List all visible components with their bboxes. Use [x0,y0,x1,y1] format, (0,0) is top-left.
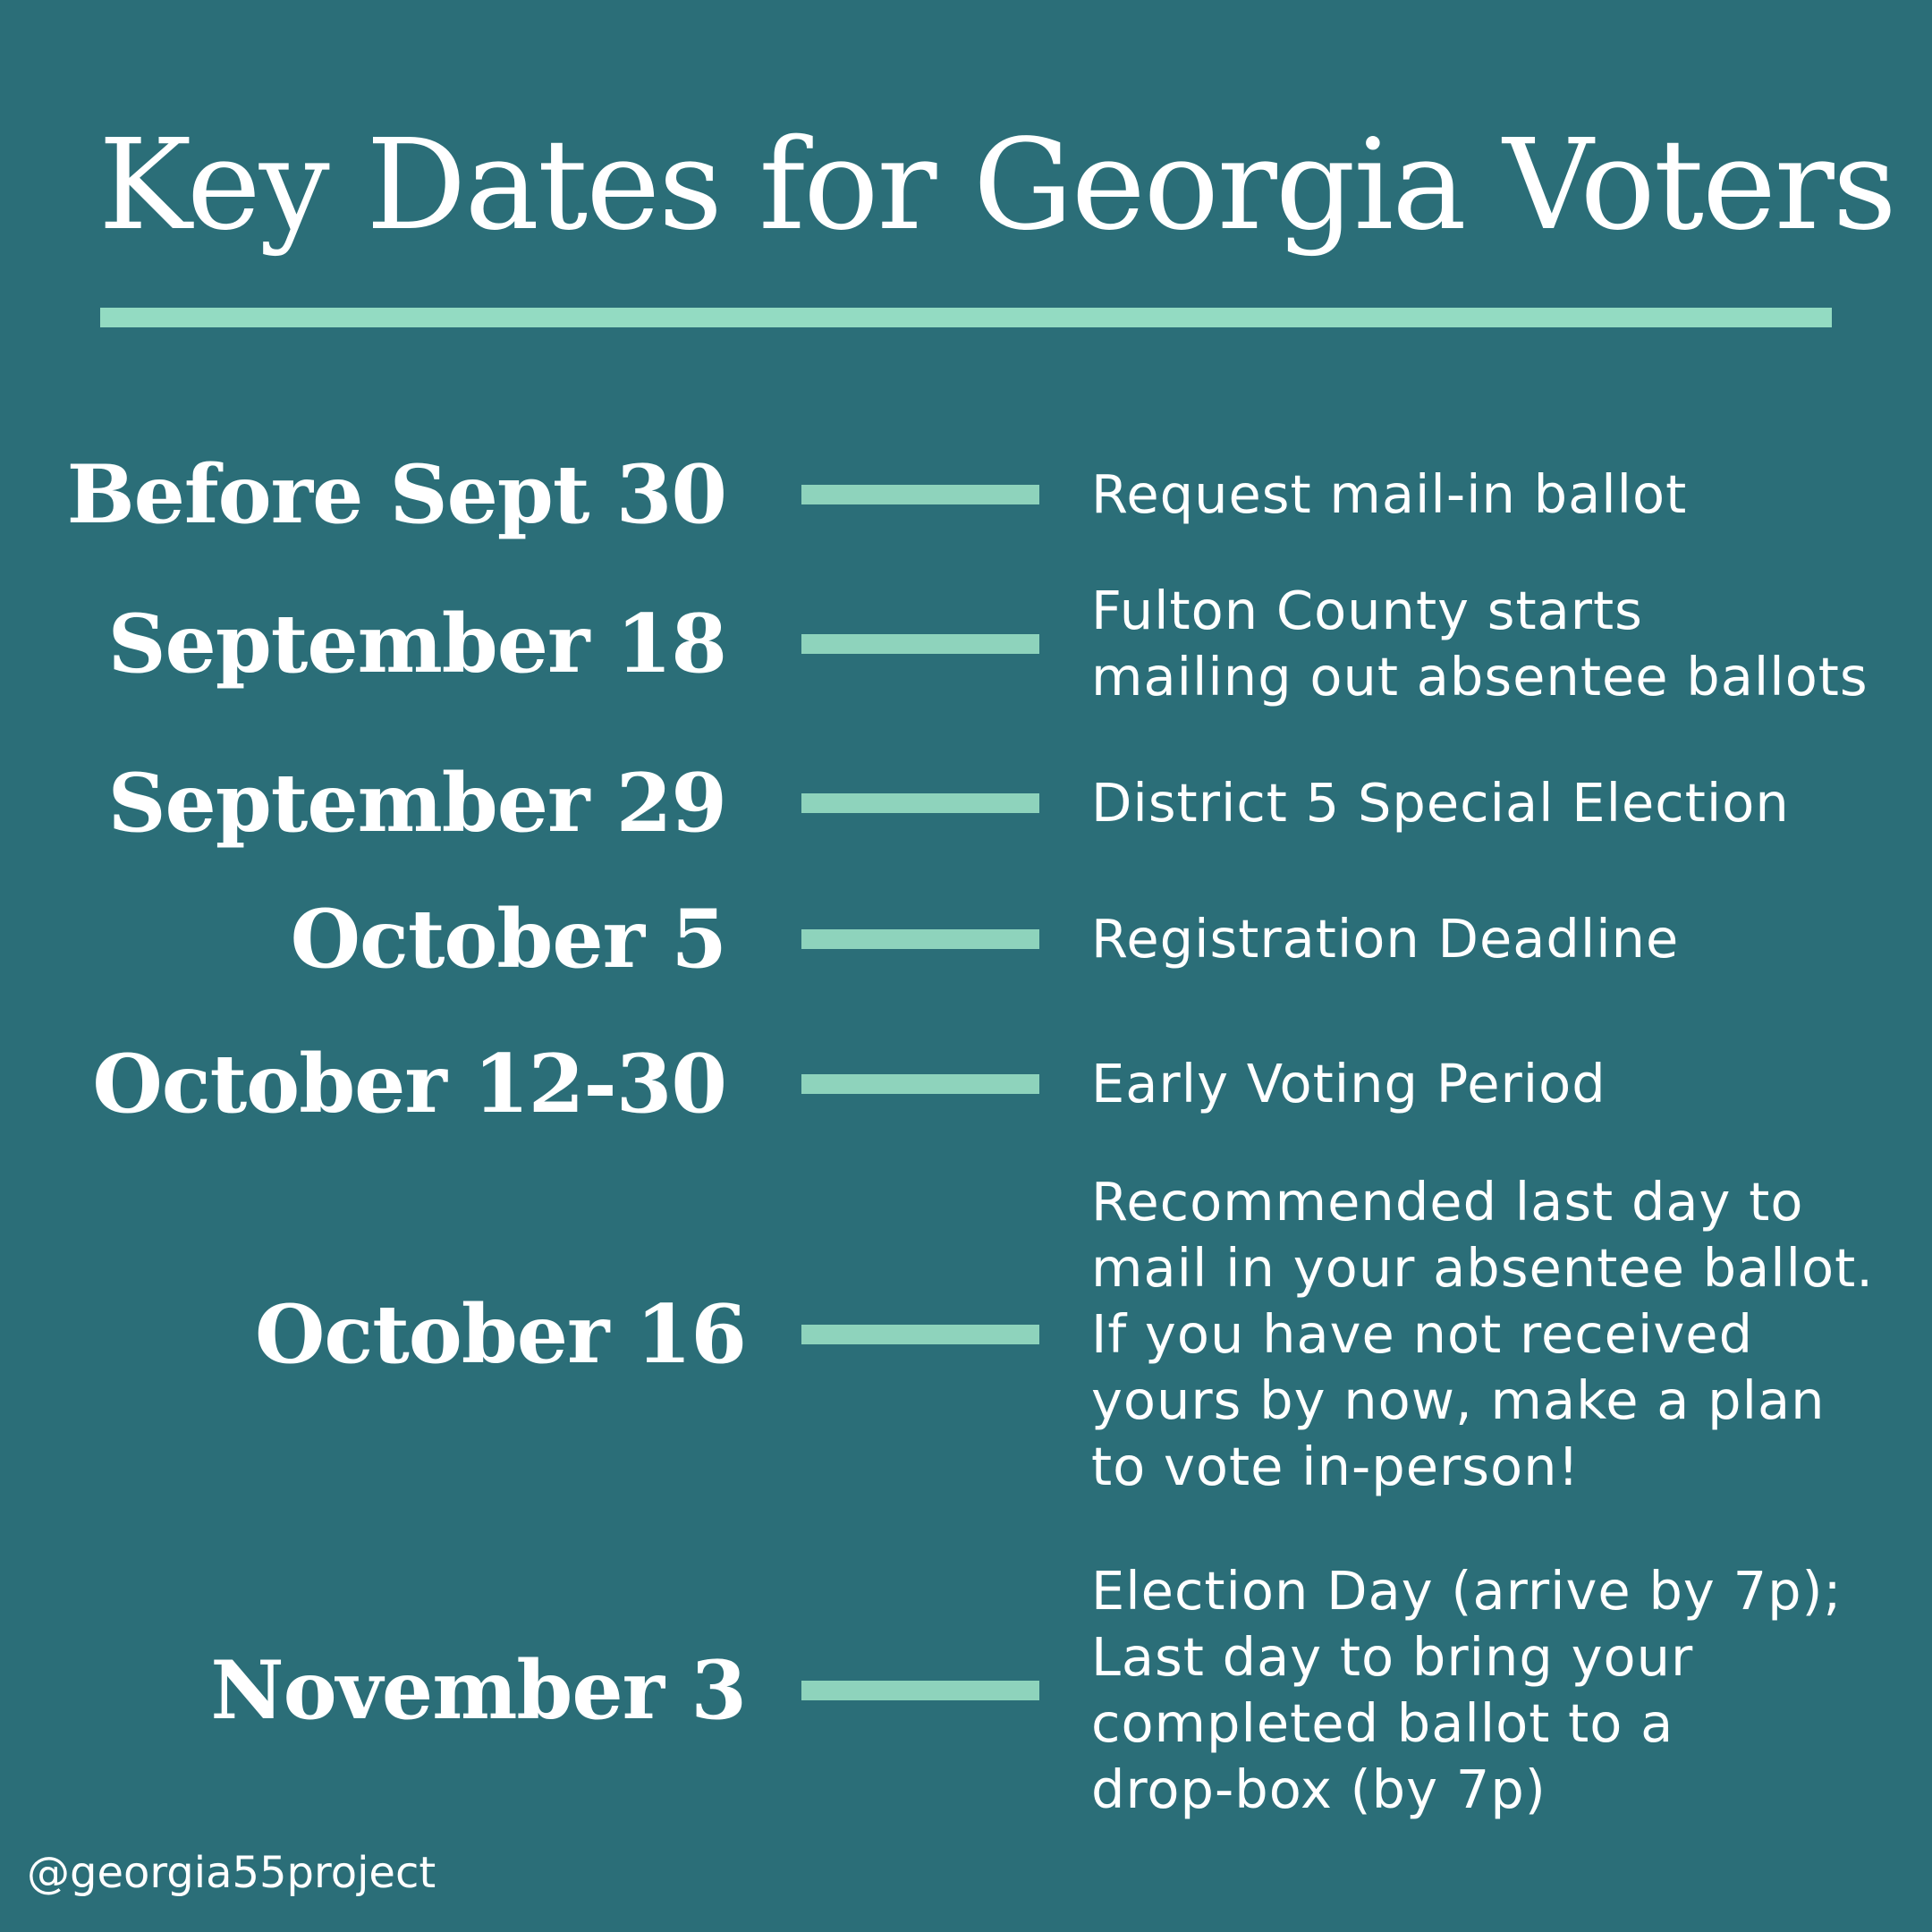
event-date: Before Sept 30 [66,447,726,542]
event-date: October 5 [290,892,726,987]
event-description [1091,1169,1905,1500]
description-line: Last day to bring your [1091,1626,1694,1688]
description-line: yours by now, make a plan [1091,1369,1826,1431]
description-line: to vote in-person! [1091,1436,1580,1497]
description-line: drop-box (by 7p) [1091,1758,1546,1820]
date-connector-line [801,1681,1039,1700]
description-line: Election Day (arrive by 7p); [1091,1560,1843,1622]
event-date: October 12-30 [92,1037,726,1131]
event-date: September 18 [107,597,726,691]
event-description [1091,770,1905,836]
event-date: November 3 [210,1643,746,1738]
event-description [1091,578,1905,710]
description-line: District 5 Special Election [1091,772,1790,834]
description-line: If you have not received [1091,1303,1754,1365]
event-date: September 29 [107,756,726,851]
description-line: Recommended last day to [1091,1171,1804,1233]
social-handle: @georgia55project [27,1848,436,1898]
date-connector-line [801,793,1039,813]
date-connector-line [801,929,1039,949]
date-connector-line [801,1074,1039,1094]
description-line: mail in your absentee ballot. [1091,1237,1875,1299]
description-line: Early Voting Period [1091,1053,1606,1114]
event-date: October 16 [255,1287,746,1382]
description-line: Fulton County starts [1091,580,1643,641]
date-connector-line [801,1325,1039,1344]
description-line: Registration Deadline [1091,908,1680,970]
event-description [1091,1051,1905,1117]
title-divider [100,308,1832,327]
description-line: completed ballot to a [1091,1692,1674,1754]
event-description [1091,462,1905,528]
description-line: Request mail-in ballot [1091,463,1688,525]
event-description [1091,1558,1905,1823]
date-connector-line [801,485,1039,504]
event-description [1091,906,1905,972]
description-line: mailing out absentee ballots [1091,646,1868,708]
page-title: Key Dates for Georgia Voters [98,113,1895,258]
date-connector-line [801,634,1039,654]
